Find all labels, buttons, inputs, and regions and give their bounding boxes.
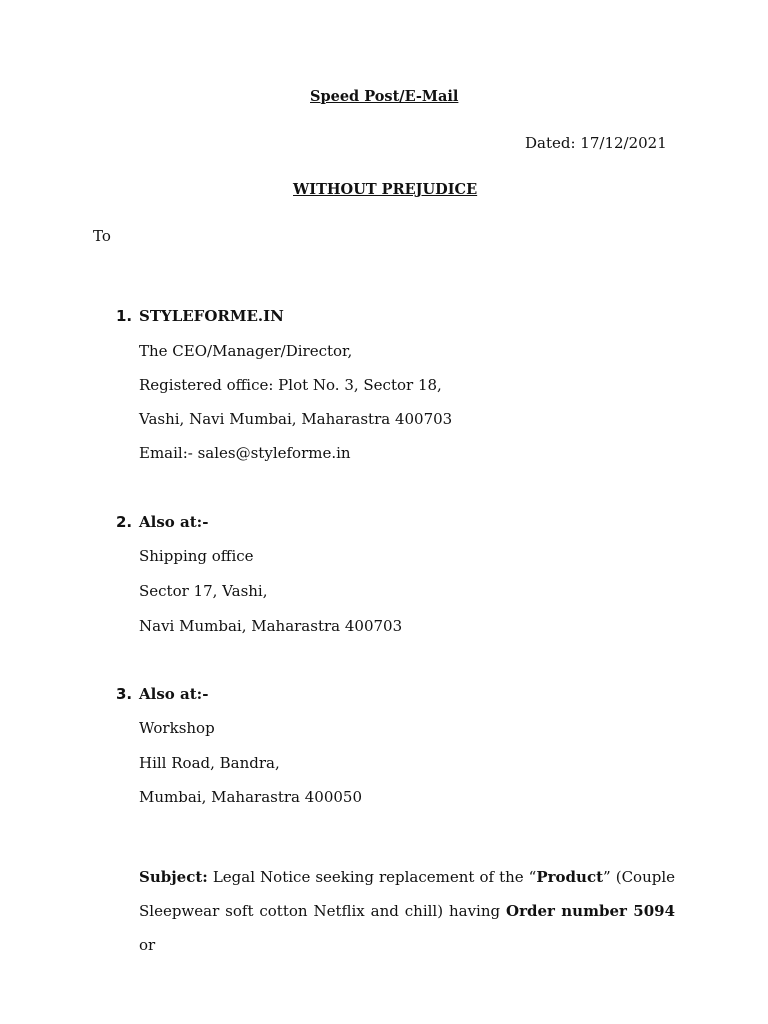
subject-paragraph <box>139 860 675 962</box>
without-prejudice-heading: WITHOUT PREJUDICE <box>293 181 478 198</box>
recipient-title: Also at:- <box>139 513 209 531</box>
order-number: Order number 5094 <box>506 902 676 920</box>
address-line: Workshop <box>139 719 215 737</box>
email-line: Email:- sales@styleforme.in <box>139 444 351 462</box>
delivery-mode-heading: Speed Post/E-Mail <box>310 88 459 105</box>
address-line: Navi Mumbai, Maharastra 400703 <box>139 617 403 635</box>
recipient-number: 3. <box>116 685 133 703</box>
subject-text: Sleepwear soft cotton Netflix and chill) having <box>139 902 507 920</box>
address-line: Vashi, Navi Mumbai, Maharastra 400703 <box>139 410 453 428</box>
to-label: To <box>93 227 111 245</box>
address-line: The CEO/Manager/Director, <box>139 342 353 360</box>
address-line: Shipping office <box>139 547 254 565</box>
product-term: Product <box>536 868 604 886</box>
subject-text: or <box>139 936 156 954</box>
recipient-number: 2. <box>116 513 133 531</box>
recipient-title: STYLEFORME.IN <box>139 307 284 325</box>
date-line: Dated: 17/12/2021 <box>525 134 667 152</box>
subject-text: Legal Notice seeking replacement of the “ <box>212 868 537 886</box>
subject-line-1 <box>139 860 675 894</box>
subject-line-2 <box>139 894 675 962</box>
subject-label: Subject: <box>139 868 208 886</box>
address-line: Sector 17, Vashi, <box>139 582 268 600</box>
address-line: Hill Road, Bandra, <box>139 754 280 772</box>
recipient-number: 1. <box>116 307 133 325</box>
subject-text: ” (Couple <box>603 868 676 886</box>
recipient-title: Also at:- <box>139 685 209 703</box>
address-line: Registered office: Plot No. 3, Sector 18, <box>139 376 442 394</box>
address-line: Mumbai, Maharastra 400050 <box>139 788 363 806</box>
